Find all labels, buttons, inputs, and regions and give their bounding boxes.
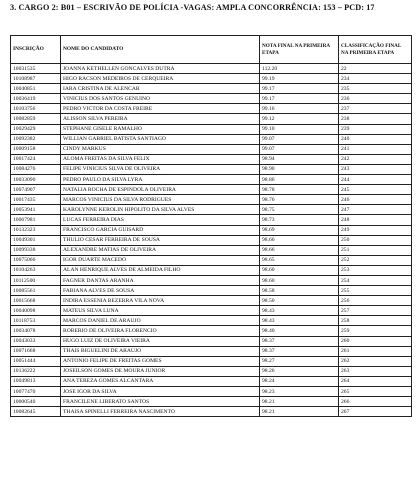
cell-classificacao: 249 (339, 225, 412, 235)
cell-nome: IARA CRISTINA DE ALENCAR (61, 84, 260, 94)
cell-nome: FABIANA ALVES DE SOUSA (61, 286, 260, 296)
cell-classificacao: 235 (339, 84, 412, 94)
table-row (11, 94, 412, 104)
cell-classificacao: 247 (339, 205, 412, 215)
cell-nota: 98.43 (260, 306, 339, 316)
cell-inscricao: 10082859 (11, 114, 61, 124)
table-row (11, 306, 412, 316)
cell-classificacao: 261 (339, 346, 412, 356)
cell-inscricao: 10136222 (11, 366, 61, 376)
cell-nome: FRANCISCO GARCIA GUISARD (61, 225, 260, 235)
cell-classificacao: 239 (339, 124, 412, 134)
cell-nome: FAGNER DANTAS ARANHA (61, 275, 260, 285)
cell-inscricao: 10017424 (11, 154, 61, 164)
cell-classificacao: 22 (339, 64, 412, 74)
table-row (11, 376, 412, 386)
cell-nota: 98.76 (260, 195, 339, 205)
cell-nome: JOSE IGOR DA SILVA (61, 387, 260, 397)
cell-classificacao: 257 (339, 306, 412, 316)
cell-classificacao: 236 (339, 94, 412, 104)
cell-nota: 98.37 (260, 346, 339, 356)
cell-nome: KAROLYNNE KEROLIN HIPOLITO DA SILVA ALVES (61, 205, 260, 215)
cell-inscricao: 10000540 (11, 397, 61, 407)
table-row (11, 104, 412, 114)
cell-inscricao: 10049813 (11, 376, 61, 386)
table-row (11, 74, 412, 84)
cell-classificacao: 254 (339, 275, 412, 285)
table-row (11, 205, 412, 215)
cell-classificacao: 264 (339, 376, 412, 386)
cell-nota: 99.07 (260, 134, 339, 144)
cell-nota: 98.24 (260, 376, 339, 386)
cell-nota: 98.60 (260, 275, 339, 285)
cell-nota: 98.90 (260, 164, 339, 174)
table-header-row (11, 36, 412, 64)
cell-inscricao: 10015668 (11, 296, 61, 306)
cell-classificacao: 251 (339, 245, 412, 255)
cell-inscricao: 10033090 (11, 175, 61, 185)
table-row (11, 154, 412, 164)
cell-nota: 98.66 (260, 245, 339, 255)
cell-classificacao: 266 (339, 397, 412, 407)
cell-nome: MARCOS VINICIUS DA SILVA RODRIGUES (61, 195, 260, 205)
cell-nome: WILLIAN GABRIEL BATISTA SANTIAGO (61, 134, 260, 144)
cell-nota: 98.21 (260, 397, 339, 407)
table-row (11, 336, 412, 346)
cell-nome: INDIRA ESSENIA BEZERRA VILA NOVA (61, 296, 260, 306)
header-nome: NOME DO CANDIDATO (61, 36, 260, 64)
cell-nome: HIGO RACSON MEDEIROS DE CERQUEIRA (61, 74, 260, 84)
cell-inscricao: 10031535 (11, 64, 61, 74)
cell-nota: 98.50 (260, 296, 339, 306)
header-classificacao: CLASSIFICAÇÃO FINAL NA PRIMEIRA ETAPA (339, 36, 412, 64)
cell-classificacao: 259 (339, 326, 412, 336)
cell-classificacao: 241 (339, 144, 412, 154)
cell-nota: 99.17 (260, 84, 339, 94)
cell-inscricao: 10104263 (11, 265, 61, 275)
cell-inscricao: 10053941 (11, 205, 61, 215)
cell-nota: 98.86 (260, 175, 339, 185)
cell-nome: ANTONIO FELIPE DE FREITAS GOMES (61, 356, 260, 366)
table-row (11, 134, 412, 144)
cell-inscricao: 10092382 (11, 134, 61, 144)
cell-nota: 98.40 (260, 326, 339, 336)
section-title: 3. CARGO 2: B01 – ESCRIVÃO DE POLÍCIA -VAGAS: AMPLA CONCORRÊNCIA: 153 – PCD: 17 (10, 3, 375, 12)
cell-nome: FRANCILENE LIBERATO SANTOS (61, 397, 260, 407)
cell-inscricao: 10103756 (11, 104, 61, 114)
cell-nome: ROBERIO DE OLIVEIRA FLORENCIO (61, 326, 260, 336)
table-row (11, 286, 412, 296)
cell-nome: IGOR DUARTE MACEDO (61, 255, 260, 265)
cell-nome: JOSEILSON GOMES DE MOURA JUNIOR (61, 366, 260, 376)
cell-nome: THAIS BIGUELINI DE ARAUJO (61, 346, 260, 356)
cell-inscricao: 10029429 (11, 124, 61, 134)
cell-nome: ANA TEREZA GOMES ALCANTARA (61, 376, 260, 386)
table-row (11, 195, 412, 205)
cell-nome: HUGO LUIZ DE OLIVEIRA VIEIRA (61, 336, 260, 346)
cell-classificacao: 263 (339, 366, 412, 376)
cell-nota: 98.73 (260, 215, 339, 225)
cell-inscricao: 10082645 (11, 407, 61, 417)
header-inscricao: INSCRIÇÃO (11, 36, 61, 64)
cell-nome: ALAN HENRIQUE ALVES DE ALMEIDA FILHO (61, 265, 260, 275)
cell-inscricao: 10075066 (11, 255, 61, 265)
cell-classificacao: 260 (339, 336, 412, 346)
cell-nota: 98.65 (260, 255, 339, 265)
table-row (11, 326, 412, 336)
cell-nome: NATALIA ROCHA DE ESPINDOLA OLIVEIRA (61, 185, 260, 195)
table-row (11, 245, 412, 255)
cell-nota: 98.58 (260, 286, 339, 296)
cell-inscricao: 10084276 (11, 164, 61, 174)
cell-inscricao: 10017435 (11, 195, 61, 205)
cell-inscricao: 10085561 (11, 286, 61, 296)
cell-inscricao: 10036419 (11, 94, 61, 104)
table-row (11, 356, 412, 366)
table-row (11, 84, 412, 94)
cell-nome: ALISSON SILVA PEREIRA (61, 114, 260, 124)
cell-classificacao: 238 (339, 114, 412, 124)
cell-inscricao: 10071668 (11, 346, 61, 356)
cell-nome: PEDRO PAULO DA SILVA LYRA (61, 175, 260, 185)
cell-nota: 98.37 (260, 336, 339, 346)
cell-nota: 98.23 (260, 387, 339, 397)
cell-nota: 98.26 (260, 366, 339, 376)
table-body (11, 64, 412, 417)
table-row (11, 346, 412, 356)
cell-classificacao: 234 (339, 74, 412, 84)
cell-nome: STEPHANE GISELE RAMALHO (61, 124, 260, 134)
cell-inscricao: 10034078 (11, 326, 61, 336)
cell-inscricao: 10074907 (11, 185, 61, 195)
cell-classificacao: 240 (339, 134, 412, 144)
cell-classificacao: 267 (339, 407, 412, 417)
table-row (11, 114, 412, 124)
cell-classificacao: 253 (339, 265, 412, 275)
table-row (11, 144, 412, 154)
cell-inscricao: 10009158 (11, 144, 61, 154)
cell-inscricao: 10043033 (11, 336, 61, 346)
cell-nota: 98.60 (260, 265, 339, 275)
table-row (11, 275, 412, 285)
cell-nome: FELIPE VINICIUS SILVA DE OLIVEIRA (61, 164, 260, 174)
cell-nota: 98.66 (260, 235, 339, 245)
table-row (11, 387, 412, 397)
cell-nome: JOANNA KETHELLEN GONCALVES DUTRA (61, 64, 260, 74)
cell-classificacao: 245 (339, 185, 412, 195)
cell-nota: 98.69 (260, 225, 339, 235)
cell-nota: 99.17 (260, 94, 339, 104)
cell-inscricao: 10040851 (11, 84, 61, 94)
cell-inscricao: 10112500 (11, 275, 61, 285)
cell-nome: ALOMA FREITAS DA SILVA FELIX (61, 154, 260, 164)
cell-inscricao: 10108987 (11, 74, 61, 84)
cell-inscricao: 10040098 (11, 306, 61, 316)
cell-nota: 98.27 (260, 356, 339, 366)
cell-classificacao: 242 (339, 154, 412, 164)
cell-classificacao: 246 (339, 195, 412, 205)
cell-classificacao: 265 (339, 387, 412, 397)
cell-classificacao: 252 (339, 255, 412, 265)
cell-inscricao: 10049301 (11, 235, 61, 245)
table-row (11, 164, 412, 174)
table-row (11, 235, 412, 245)
cell-nota: 98.94 (260, 154, 339, 164)
table-row (11, 316, 412, 326)
table-row (11, 255, 412, 265)
cell-inscricao: 10132323 (11, 225, 61, 235)
cell-nota: 98.78 (260, 185, 339, 195)
cell-nome: VINICIUS DOS SANTOS GENUINO (61, 94, 260, 104)
cell-nota: 98.43 (260, 316, 339, 326)
table-row (11, 265, 412, 275)
table-row (11, 397, 412, 407)
cell-classificacao: 237 (339, 104, 412, 114)
cell-nota: 112.20 (260, 64, 339, 74)
cell-nota: 98.75 (260, 205, 339, 215)
cell-classificacao: 243 (339, 164, 412, 174)
table-row (11, 215, 412, 225)
table-row (11, 64, 412, 74)
cell-nota: 99.10 (260, 124, 339, 134)
cell-nome: THULIO CESAR FERREIRA DE SOUSA (61, 235, 260, 245)
cell-inscricao: 10067981 (11, 215, 61, 225)
cell-inscricao: 10099338 (11, 245, 61, 255)
cell-inscricao: 10077470 (11, 387, 61, 397)
cell-nota: 99.16 (260, 104, 339, 114)
cell-classificacao: 258 (339, 316, 412, 326)
cell-inscricao: 10051444 (11, 356, 61, 366)
table-row (11, 225, 412, 235)
cell-nome: MATEUS SILVA LUNA (61, 306, 260, 316)
table-row (11, 296, 412, 306)
cell-nome: ALEXANDRE MATIAS DE OLIVEIRA (61, 245, 260, 255)
cell-classificacao: 250 (339, 235, 412, 245)
cell-classificacao: 255 (339, 286, 412, 296)
header-nota: NOTA FINAL NA PRIMEIRA ETAPA (260, 36, 339, 64)
cell-inscricao: 10118753 (11, 316, 61, 326)
cell-classificacao: 256 (339, 296, 412, 306)
cell-nota: 98.21 (260, 407, 339, 417)
cell-nome: LUCAS FERREIRA DIAS (61, 215, 260, 225)
table-row (11, 185, 412, 195)
cell-nota: 99.19 (260, 74, 339, 84)
cell-nota: 99.12 (260, 114, 339, 124)
cell-nota: 99.07 (260, 144, 339, 154)
table-row (11, 124, 412, 134)
cell-nome: MARCOS DANIEL DE ARAUJO (61, 316, 260, 326)
cell-classificacao: 248 (339, 215, 412, 225)
cell-classificacao: 262 (339, 356, 412, 366)
cell-nome: THAISA SPINELLI FERREIRA NASCIMENTO (61, 407, 260, 417)
table-row (11, 366, 412, 376)
results-table (10, 35, 412, 417)
table-row (11, 407, 412, 417)
cell-nome: CINDY MARKUS (61, 144, 260, 154)
cell-classificacao: 244 (339, 175, 412, 185)
table-row (11, 175, 412, 185)
cell-nome: PEDRO VICTOR DA COSTA FREIRE (61, 104, 260, 114)
